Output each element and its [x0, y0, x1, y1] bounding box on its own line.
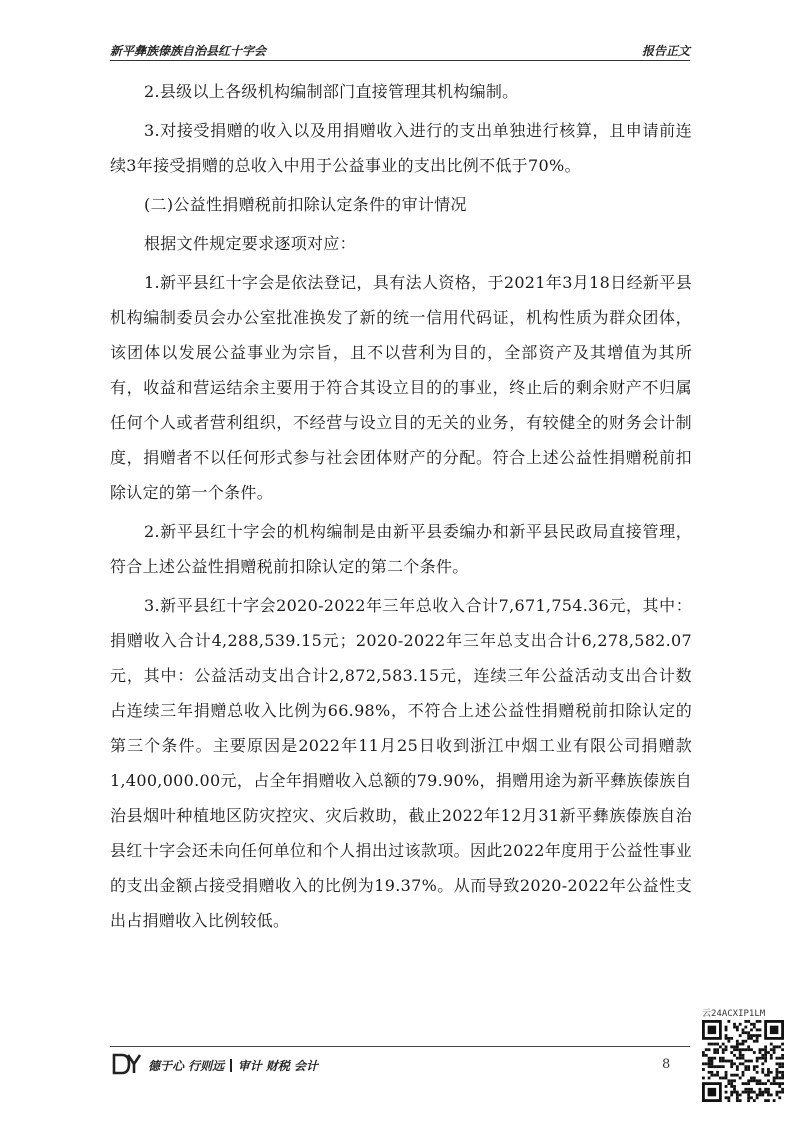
paragraph-1: 2.县级以上各级机构编制部门直接管理其机构编制。 [144, 82, 519, 101]
page-header [110, 38, 690, 61]
paragraph-5: 1.新平县红十字会是依法登记，具有法人资格，于2021年3月18日经新平县机构编制委员会办公室批准换发了新的统一信用代码证，机构性质为群众团体，该团体以发展公益事业为宗旨，且不以营利为目的，全部资产及其增值为其所有，收益和营运结余主要用于符合其设立目的的事业，终止后的剩余财产不归属任何个人或者营利组织，不经营与设立目的无关的业务，有较健全的财务会计制度，捐赠者不以任何形式参与社会团体财产的分配。符合上述公益性捐赠税前扣除认定的第一个条件。 [110, 273, 692, 502]
paragraph-6: 2.新平县红十字会的机构编制是由新平县委编办和新平县民政局直接管理，符合上述公益性捐赠税前扣除认定的第二个条件。 [110, 522, 692, 576]
page-footer [110, 1046, 690, 1081]
section-heading: (二)公益性捐赠税前扣除认定条件的审计情况 [144, 195, 467, 214]
paragraph-4: 根据文件规定要求逐项对应： [144, 234, 356, 253]
header-doc-type: 报告正文 [641, 44, 690, 58]
qr-code-icon [702, 1020, 784, 1102]
services-text: 审计 财税 会计 [237, 1059, 319, 1073]
report-body [110, 74, 692, 938]
header-org-name: 新平彝族傣族自治县红十字会 [110, 44, 267, 58]
footer-slogan [148, 1057, 318, 1074]
paragraph-2: 3.对接受捐赠的收入以及用捐赠收入进行的支出单独进行核算，且申请前连续3年接受捐赠的总收入中用于公益事业的支出比例不低于70%。 [110, 121, 692, 175]
slogan-text: 德于心 行则远 [148, 1059, 225, 1073]
paragraph-7: 3.新平县红十字会2020-2022年三年总收入合计7,671,754.36元，其中：捐赠收入合计4,288,539.15元；2020-2022年三年总支出合计6,278,582.07元，其中：公益活动支出合计2,872,583.15元，连续三年公益活动支出合计数占连续三年捐赠总收入比例为66.98%，不符合上述公益性捐赠税前扣除认定的第三个条件。主要原因是2022年11月25日收到浙江中烟工业有限公司捐赠款1,400,000.00元，占全年捐赠收入总额的79.90%，捐赠用途为新平彝族傣族自治县烟叶种植地区防灾控灾、灾后救助，截止2022年12月31新平彝族傣族自治县红十字会还未向任何单位和个人捐出过该款项。因此2022年度用于公益性事业的支出金额占接受捐赠收入的比例为19.37%。从而导致2020-2022年公益性支出占捐赠收入比例较低。 [110, 596, 692, 930]
slogan-divider [230, 1059, 232, 1072]
dy-logo-icon [112, 1053, 142, 1075]
page-number: 8 [662, 1057, 671, 1072]
qr-code-label: 云24ACXIP1LM [702, 1009, 766, 1019]
